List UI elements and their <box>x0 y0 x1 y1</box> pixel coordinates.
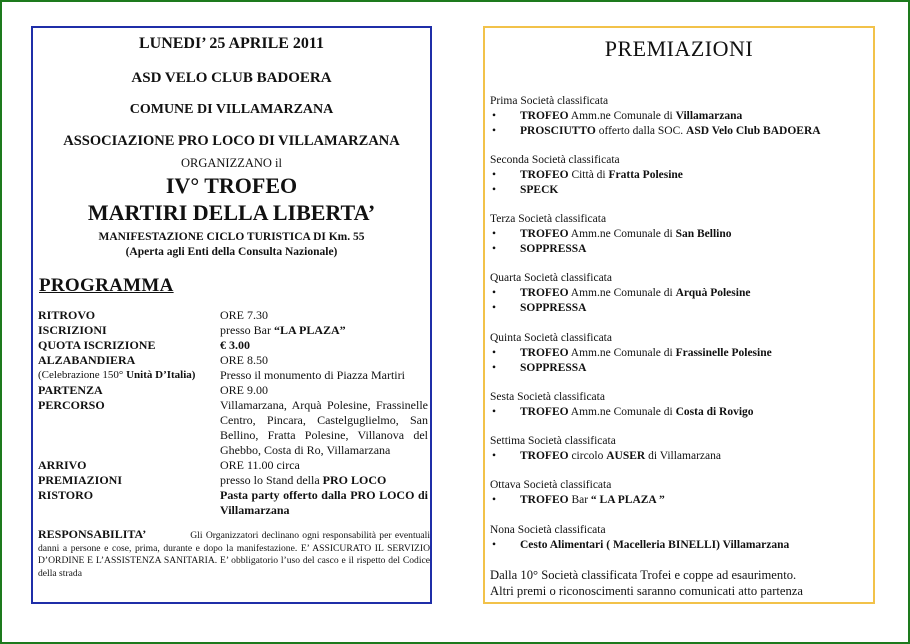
schedule-value: € 3.00 <box>220 338 250 352</box>
programma-heading: PROGRAMMA <box>39 275 174 296</box>
bullet-icon: • <box>492 184 497 196</box>
bullet-icon: • <box>492 450 497 462</box>
prize-group-heading: Seconda Società classificata <box>490 154 620 166</box>
prize-group-heading: Quinta Società classificata <box>490 332 612 344</box>
prize-group-3 <box>490 212 870 257</box>
prizes-panel <box>483 26 875 604</box>
list-item: • SPECK <box>492 184 559 196</box>
list-item: • SOPPRESSA <box>492 243 587 255</box>
club-name: ASD VELO CLUB BADOERA <box>131 70 332 86</box>
prize-group-heading: Ottava Società classificata <box>490 479 612 491</box>
list-item: • TROFEO Città di Fratta Polesine <box>492 169 683 181</box>
prize-group-7 <box>490 434 870 464</box>
footer-line-2: Altri premi o riconoscimenti saranno comunicati atto partenza <box>490 584 803 598</box>
comune-name: COMUNE DI VILLAMARZANA <box>129 102 334 117</box>
organizzano-text: ORGANIZZANO il <box>180 156 283 170</box>
bullet-icon: • <box>492 228 497 240</box>
prize-group-8 <box>490 478 870 508</box>
schedule-label: (Celebrazione 150° Unità D’Italia) <box>38 369 196 381</box>
bullet-icon: • <box>492 302 497 314</box>
schedule-label: QUOTA ISCRIZIONE <box>38 338 156 352</box>
list-item: • SOPPRESSA <box>492 362 587 374</box>
event-date: LUNEDI’ 25 APRILE 2011 <box>138 35 325 52</box>
responsibility-label: RESPONSABILITA’ <box>38 527 147 541</box>
responsibility-text: Gli Organizzatori declinano ogni responsabilità per eventuali danni a persone e cose, prima, durante e dopo la manifestazione. E’ ASSICURATO IL SERVIZIO D’ORDINE E L’ASSISTENZA SANITARIA. E’ obbligatorio l’uso del casco e il rispetto del Codice della strada <box>38 530 430 579</box>
footer-line-1: Dalla 10° Società classificata Trofei e coppe ad esaurimento. <box>490 568 797 582</box>
event-subtitle: MANIFESTAZIONE CICLO TURISTICA DI Km. 55 <box>98 231 365 243</box>
list-item: • SOPPRESSA <box>492 302 587 314</box>
bullet-icon: • <box>492 539 497 551</box>
bullet-icon: • <box>492 347 497 359</box>
schedule-value: presso lo Stand della PRO LOCO <box>220 473 387 487</box>
trophy-title-line1: IV° TROFEO <box>165 173 298 198</box>
prize-group-6 <box>490 390 870 420</box>
bullet-icon: • <box>492 406 497 418</box>
prize-group-heading: Quarta Società classificata <box>490 272 612 284</box>
list-item: • TROFEO Bar “ LA PLAZA ” <box>492 494 665 506</box>
schedule-value: Presso il monumento di Piazza Martiri <box>220 368 405 382</box>
bullet-icon: • <box>492 169 497 181</box>
schedule-value: Villamarzana, Arquà Polesine, Frassinelle Centro, Pincara, Castelguglielmo, San Bellino, Fratta Polesine, Villanova del Ghebbo, Costa di Ro, Villamarzana <box>220 398 428 457</box>
bullet-icon: • <box>492 287 497 299</box>
prize-group-1 <box>490 94 870 139</box>
schedule-label: PARTENZA <box>38 383 103 397</box>
list-item: • TROFEO Amm.ne Comunale di Frassinelle Polesine <box>492 347 772 359</box>
prize-group-5 <box>490 331 870 376</box>
bullet-icon: • <box>492 362 497 374</box>
list-item: • TROFEO Amm.ne Comunale di San Bellino <box>492 228 732 240</box>
schedule-label: ISCRIZIONI <box>38 323 107 337</box>
schedule-label: PREMIAZIONI <box>38 473 123 487</box>
schedule-value: Pasta party offerto dalla PRO LOCO di Villamarzana <box>220 488 428 517</box>
prize-group-9 <box>490 523 870 553</box>
list-item: • Cesto Alimentari ( Macelleria BINELLI) Villamarzana <box>492 539 790 551</box>
prize-group-heading: Prima Società classificata <box>490 95 609 107</box>
list-item: • TROFEO Amm.ne Comunale di Costa di Rovigo <box>492 406 754 418</box>
schedule-label: RISTORO <box>38 488 94 502</box>
schedule-value: ORE 9.00 <box>220 383 268 397</box>
event-subtitle-note: (Aperta agli Enti della Consulta Nazionale) <box>125 246 338 258</box>
list-item: • TROFEO circolo AUSER di Villamarzana <box>492 450 721 462</box>
prize-group-heading: Terza Società classificata <box>490 213 607 225</box>
schedule-value: ORE 11.00 circa <box>220 458 300 472</box>
schedule-value: ORE 7.30 <box>220 308 268 322</box>
association-name: ASSOCIAZIONE PRO LOCO DI VILLAMARZANA <box>63 133 400 149</box>
prize-group-heading: Nona Società classificata <box>490 524 606 536</box>
prizes-title: PREMIAZIONI <box>604 36 754 61</box>
list-item: • TROFEO Amm.ne Comunale di Villamarzana <box>492 110 743 122</box>
prize-group-2 <box>490 153 870 198</box>
schedule-label: ALZABANDIERA <box>38 353 136 367</box>
list-item: • TROFEO Amm.ne Comunale di Arquà Polesine <box>492 287 751 299</box>
prize-group-4 <box>490 271 870 316</box>
schedule-label: ARRIVO <box>38 458 87 472</box>
prize-group-heading: Sesta Società classificata <box>490 391 605 403</box>
schedule-value: ORE 8.50 <box>220 353 268 367</box>
prize-group-heading: Settima Società classificata <box>490 435 616 447</box>
schedule-value: presso Bar “LA PLAZA” <box>220 323 346 337</box>
schedule-label: PERCORSO <box>38 398 105 412</box>
bullet-icon: • <box>492 110 497 122</box>
responsibility-note <box>38 528 430 580</box>
bullet-icon: • <box>492 494 497 506</box>
bullet-icon: • <box>492 243 497 255</box>
prizes-footer <box>490 567 875 599</box>
trophy-title-line2: MARTIRI DELLA LIBERTA’ <box>87 200 376 225</box>
program-flyer-panel <box>31 26 432 604</box>
bullet-icon: • <box>492 125 497 137</box>
schedule-label: RITROVO <box>38 308 96 322</box>
list-item: • PROSCIUTTO offerto dalla SOC. ASD Velo Club BADOERA <box>492 125 821 137</box>
